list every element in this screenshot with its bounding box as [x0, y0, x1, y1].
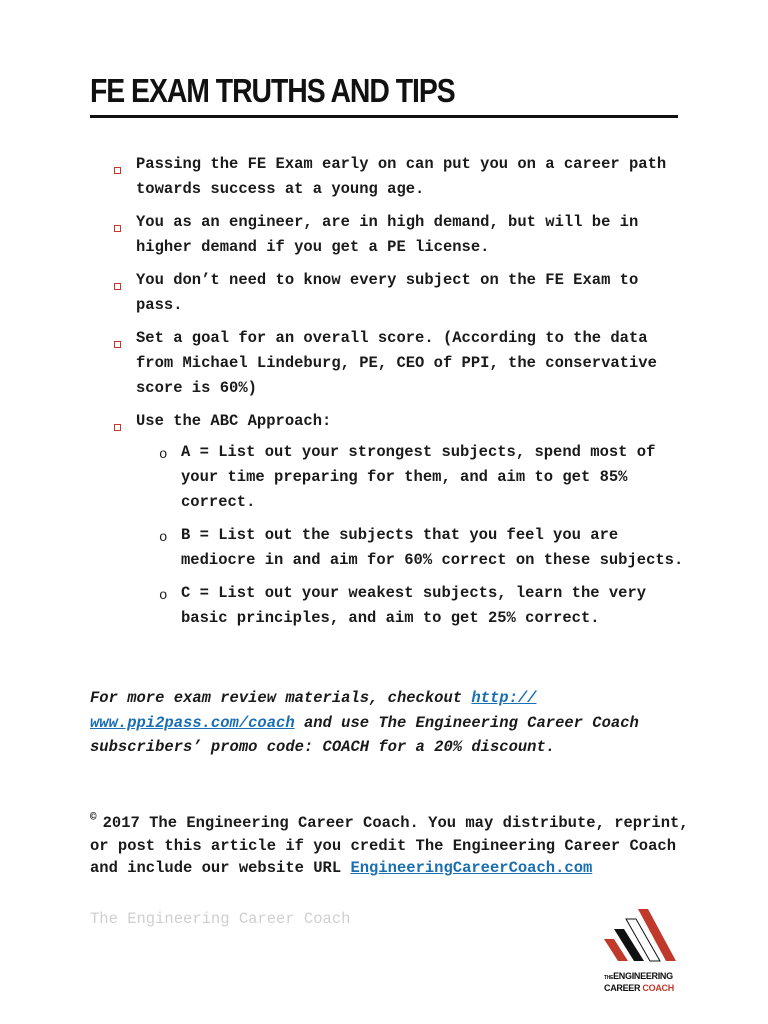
sub-item-text: B = List out the subjects that you feel you are mediocre in and aim for 60% correct on these subjects.: [181, 526, 684, 569]
logo-line2: CAREER: [604, 983, 641, 993]
circle-bullet-icon: o: [159, 530, 168, 546]
brand-logo: [600, 905, 686, 995]
copyright-symbol: ©: [90, 812, 97, 824]
logo-line1: ENGINEERING: [613, 971, 673, 981]
square-bullet-icon: [114, 341, 121, 348]
tip-text: Set a goal for an overall score. (According to the data from Michael Lindeburg, PE, CEO of PPI, the conservative score is 60%): [136, 329, 657, 397]
logo-wordmark: [604, 971, 684, 993]
sub-item-b: [156, 523, 686, 573]
tip-text: You don’t need to know every subject on the FE Exam to pass.: [136, 271, 639, 314]
promo-paragraph: [90, 686, 680, 760]
promo-text-before: For more exam review materials, checkout: [90, 689, 472, 707]
sub-item-a: [156, 440, 686, 515]
copyright-notice: [90, 807, 690, 880]
square-bullet-icon: [114, 283, 121, 290]
tip-text: You as an engineer, are in high demand, but will be in higher demand if you get a PE license.: [136, 213, 639, 256]
copyright-text: 2017 The Engineering Career Coach. You may distribute, reprint, or post this article if you credit The Engineering Career Coach and include our website URL: [90, 814, 689, 877]
footer-brand-name: The Engineering Career Coach: [90, 910, 351, 928]
square-bullet-icon: [114, 167, 121, 174]
page-title: FE EXAM TRUTHS AND TIPS: [90, 72, 455, 109]
logo-prefix: THE: [604, 975, 614, 981]
tip-text: Passing the FE Exam early on can put you on a career path towards success at a young age.: [136, 155, 667, 198]
tip-item: [110, 326, 685, 401]
tip-item: [110, 268, 685, 318]
promo-text-after: and use The Engineering Career Coach subscribers’ promo code: COACH for a 20% discount.: [90, 713, 639, 756]
circle-bullet-icon: o: [159, 447, 168, 463]
title-divider: [90, 115, 678, 118]
tip-text: Use the ABC Approach:: [136, 412, 332, 430]
circle-bullet-icon: o: [159, 588, 168, 604]
square-bullet-icon: [114, 225, 121, 232]
logo-stripes-icon: [600, 905, 686, 971]
sub-item-c: [156, 581, 686, 631]
tip-item: [110, 210, 685, 260]
sub-item-text: A = List out your strongest subjects, spend most of your time preparing for them, and aim to get 85% correct.: [181, 443, 656, 511]
sub-item-text: C = List out your weakest subjects, learn the very basic principles, and aim to get 25% correct.: [181, 584, 647, 627]
abc-sub-list: [156, 440, 686, 631]
square-bullet-icon: [114, 424, 121, 431]
ppi-coach-link[interactable]: http://​www.ppi2pass.com/coach: [90, 689, 537, 732]
tips-list: [110, 152, 685, 639]
tip-item: [110, 152, 685, 202]
logo-line2-accent: COACH: [642, 983, 674, 993]
website-link[interactable]: EngineeringCareerCoach.com: [350, 859, 593, 877]
tip-item-abc: [110, 409, 685, 631]
